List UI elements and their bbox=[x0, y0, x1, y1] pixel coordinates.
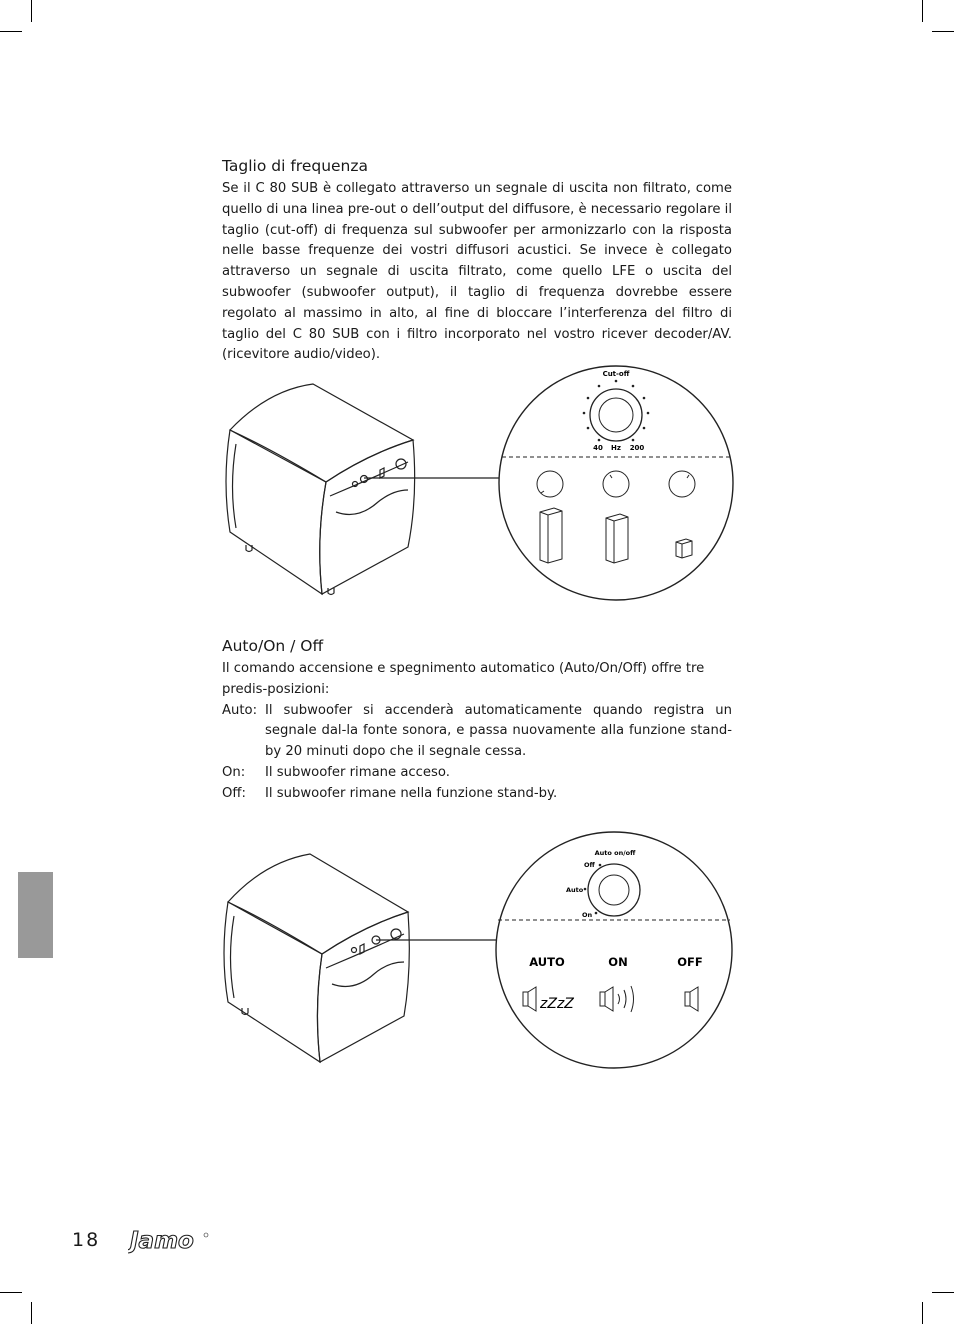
mode-label-auto: AUTO bbox=[529, 955, 565, 969]
sleep-zzz: zZzZ bbox=[540, 996, 574, 1012]
mode-on-row bbox=[222, 763, 732, 784]
crop-mark bbox=[0, 31, 22, 32]
jamo-logo-text: Jamo bbox=[130, 1228, 194, 1254]
jamo-logo bbox=[128, 1226, 212, 1254]
crop-mark bbox=[922, 1302, 923, 1324]
subwoofer-illustration bbox=[226, 384, 500, 595]
language-side-tab bbox=[18, 872, 53, 958]
mode-key: Off: bbox=[222, 785, 246, 801]
cutoff-section bbox=[222, 156, 732, 366]
auto-on-off-section bbox=[222, 636, 732, 805]
mode-key: On: bbox=[222, 764, 246, 780]
cutoff-knob-detail bbox=[499, 366, 733, 600]
subwoofer-illustration bbox=[224, 854, 496, 1062]
auto-on-off-heading: Auto/On / Off bbox=[222, 637, 324, 655]
switch-pos-on: On bbox=[582, 911, 593, 919]
crop-mark bbox=[31, 0, 32, 22]
auto-on-off-intro: Il comando accensione e spegnimento automatico (Auto/On/Off) offre tre predis-posizioni: bbox=[222, 661, 705, 697]
auto-switch-detail bbox=[496, 832, 732, 1068]
mode-key: Auto: bbox=[222, 702, 258, 718]
crop-mark bbox=[0, 1292, 22, 1293]
crop-mark bbox=[31, 1302, 32, 1324]
mode-desc: Il subwoofer si accenderà automaticamente quando registra un segnale dal-la fonte sonora, e passa nuovamente alla funzione stand-by 20 minuti dopo che il segnale cessa. bbox=[265, 702, 732, 760]
mode-off-row bbox=[222, 784, 732, 805]
mode-label-off: OFF bbox=[677, 955, 703, 969]
mode-desc: Il subwoofer rimane nella funzione stand-by. bbox=[265, 785, 558, 801]
switch-pos-auto: Auto bbox=[566, 886, 584, 894]
scale-max-label: 200 bbox=[629, 444, 645, 452]
crop-mark bbox=[932, 1292, 954, 1293]
crop-mark bbox=[922, 0, 923, 22]
page-number: 18 bbox=[72, 1229, 101, 1251]
cutoff-heading: Taglio di frequenza bbox=[222, 157, 369, 175]
mode-desc: Il subwoofer rimane acceso. bbox=[265, 764, 450, 780]
cutoff-knob-title: Cut-off bbox=[602, 370, 630, 378]
cutoff-figure bbox=[218, 362, 738, 604]
crop-mark bbox=[932, 31, 954, 32]
switch-title: Auto on/off bbox=[594, 849, 636, 857]
switch-pos-off: Off bbox=[584, 861, 595, 869]
mode-label-on: ON bbox=[608, 955, 628, 969]
mode-auto-row bbox=[222, 701, 732, 763]
scale-unit-label: Hz bbox=[611, 444, 621, 452]
scale-min-label: 40 bbox=[593, 444, 603, 452]
cutoff-body: Se il C 80 SUB è collegato attraverso un segnale di uscita non filtrato, come quello di una linea pre-out o dell’output del diffusore, è necessario regolare il taglio (cut-off) di frequenza sul subwoofer per armonizzarlo con la risposta nelle basse frequenze dei vostri diffusori acustici. Se invece è collegato attraverso un segnale di uscita filtrato, come quello LFE o uscita del subwoofer (subwoofer output), il taglio di frequenza dovrebbe essere regolato al massimo in alto, al fine di bloccare l’interferenza del filtro di taglio del C 80 SUB con i filtro incorporato nel vostro ricever decoder/AV. (ricevitore audio/video). bbox=[222, 181, 732, 363]
auto-on-off-figure bbox=[218, 826, 738, 1074]
